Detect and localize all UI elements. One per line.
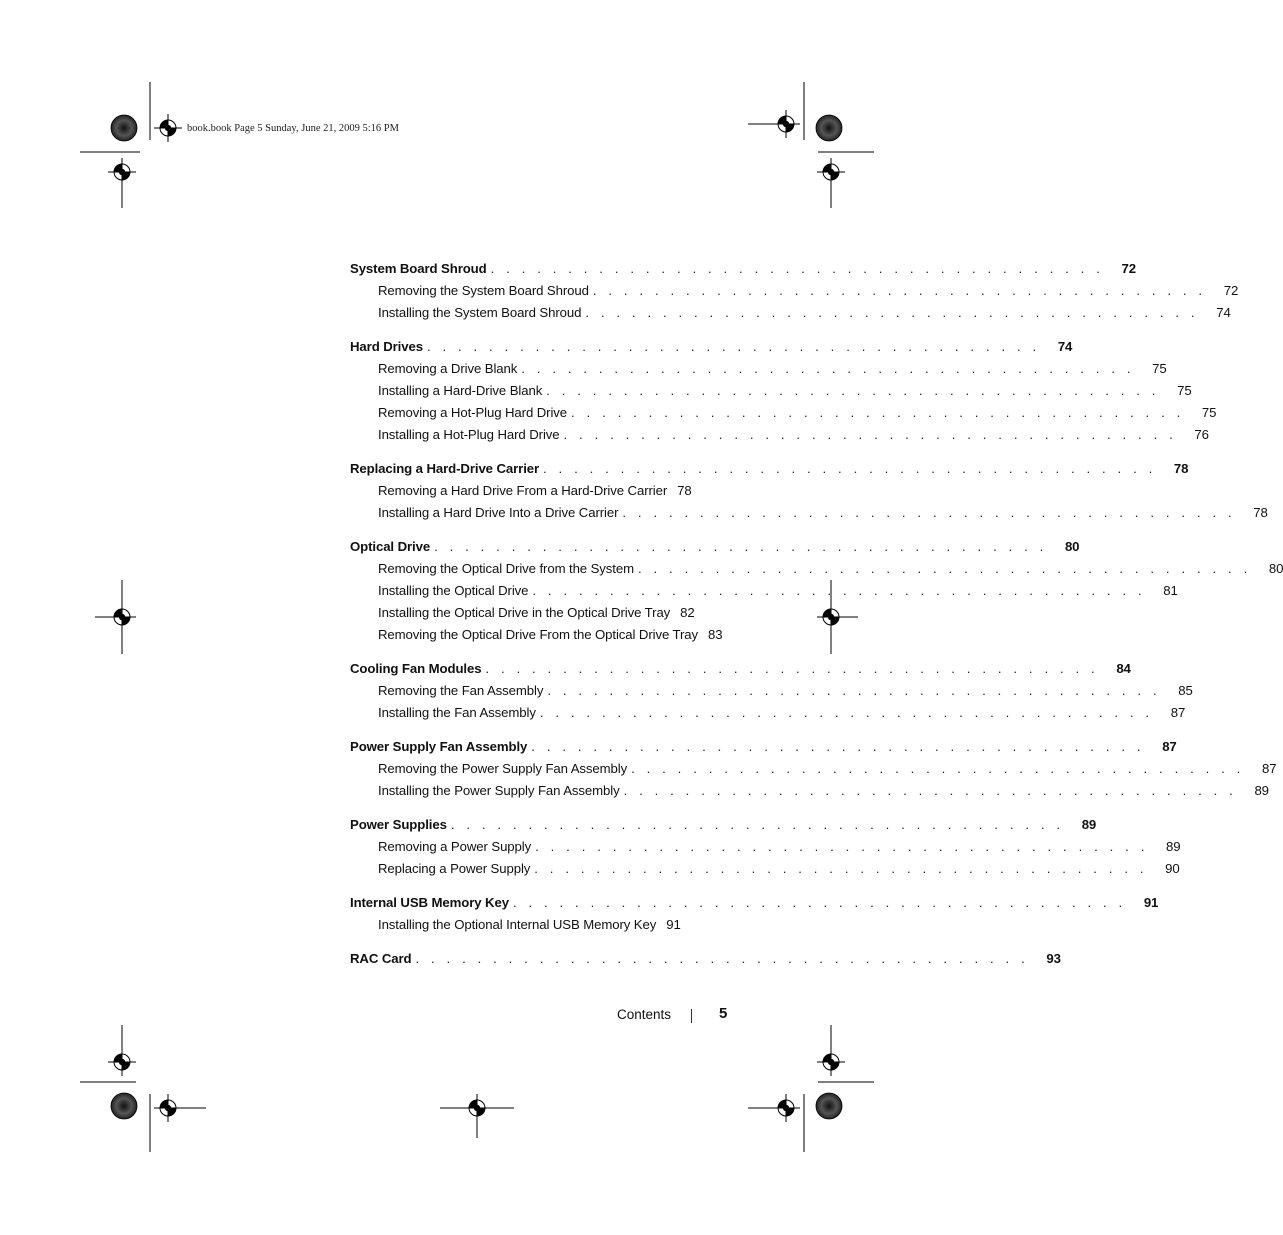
toc-subsection-entry[interactable] <box>350 402 1217 424</box>
crosshair-icon <box>817 158 845 186</box>
toc-leader-dots: . . . . . . . . . . . . . . . . . . . . . . . . . . . . . . . . . . . . . . . . <box>637 561 1252 576</box>
toc-entry-title: Installing the Optical Drive <box>378 580 532 602</box>
toc-entry-title: Removing the System Board Shroud <box>378 280 593 302</box>
toc-leader-dots: . . . . . . . . . . . . . . . . . . . . . . . . . . . . . . . . . . . . . . . . <box>622 505 1236 520</box>
toc-entry-title: Removing the Power Supply Fan Assembly <box>378 758 631 780</box>
toc-entry-page: 85 <box>1178 683 1193 698</box>
toc-entry-page: 72 <box>1121 261 1136 276</box>
toc-entry-page: 80 <box>1268 561 1283 576</box>
toc-subsection-entry[interactable] <box>350 380 1192 402</box>
toc-section-entry[interactable] <box>350 536 1080 558</box>
toc-entry-title: Removing the Optical Drive From the Optical Drive Tray <box>378 624 704 646</box>
toc-subsection-entry[interactable] <box>350 302 1231 324</box>
toc-entry-title: Installing a Hard Drive Into a Drive Carrier <box>378 502 622 524</box>
toc-entry-title: Removing a Hard Drive From a Hard-Drive Carrier <box>378 480 673 502</box>
toc-leader-dots: . . . . . . . . . . . . . . . . . . . . . . . . . . . . . . . . . . . . . . . . <box>631 761 1245 776</box>
toc-leader-dots: . . . . . . . . . . . . . . . . . . . . . . . . . . . . . . . . . . . . . . . . <box>415 951 1029 966</box>
toc-subsection-entry[interactable] <box>350 624 723 646</box>
toc-entry-title: Power Supplies <box>350 814 451 836</box>
toc-entry-title: Cooling Fan Modules <box>350 658 485 680</box>
toc-entry-page: 76 <box>1194 427 1209 442</box>
toc-entry-page: 90 <box>1165 861 1180 876</box>
toc-section-entry[interactable] <box>350 458 1189 480</box>
toc-entry-page: 91 <box>1143 895 1159 910</box>
crosshair-icon <box>108 603 136 631</box>
registration-dial-icon <box>111 115 137 141</box>
toc-entry-title: Internal USB Memory Key <box>350 892 513 914</box>
toc-entry-title: Hard Drives <box>350 336 427 358</box>
toc-entry-page: 72 <box>1223 283 1239 298</box>
toc-entry-title: Removing a Hot-Plug Hard Drive <box>378 402 571 424</box>
toc-section-entry[interactable] <box>350 336 1073 358</box>
toc-leader-dots: . . . . . . . . . . . . . . . . . . . . . . . . . . . . . . . . . . . . . . . . <box>571 405 1185 420</box>
crosshair-icon <box>817 1048 845 1076</box>
toc-entry-page: 82 <box>680 605 695 620</box>
registration-dial-icon <box>111 1093 137 1119</box>
crosshair-icon <box>108 158 136 186</box>
toc-leader-dots: . . . . . . . . . . . . . . . . . . . . . . . . . . . . . . . . . . . . . . . . <box>490 261 1104 276</box>
toc-entry-page: 75 <box>1152 361 1167 376</box>
toc-entry-page: 75 <box>1177 383 1192 398</box>
toc-entry-title: Removing the Optical Drive from the System <box>378 558 638 580</box>
toc-entry-title: Installing the Optical Drive in the Optical Drive Tray <box>378 602 676 624</box>
crosshair-icon <box>772 110 800 138</box>
toc-entry-page: 74 <box>1216 305 1231 320</box>
toc-leader-dots: . . . . . . . . . . . . . . . . . . . . . . . . . . . . . . . . . . . . . . . . <box>546 383 1160 398</box>
crosshair-icon <box>154 1094 182 1122</box>
toc-subsection-entry[interactable] <box>350 580 1178 602</box>
toc-subsection-entry[interactable] <box>350 502 1268 524</box>
toc-section-entry[interactable] <box>350 892 1159 914</box>
toc-leader-dots: . . . . . . . . . . . . . . . . . . . . . . . . . . . . . . . . . . . . . . . . <box>623 783 1237 798</box>
toc-leader-dots: . . . . . . . . . . . . . . . . . . . . . . . . . . . . . . . . . . . . . . . . <box>585 305 1199 320</box>
toc-subsection-entry[interactable] <box>350 558 1283 580</box>
toc-leader-dots: . . . . . . . . . . . . . . . . . . . . . . . . . . . . . . . . . . . . . . . . <box>426 339 1041 354</box>
toc-entry-title: Replacing a Power Supply <box>378 858 534 880</box>
toc-entry-title: System Board Shroud <box>350 258 491 280</box>
toc-section-entry[interactable] <box>350 258 1136 280</box>
toc-entry-page: 91 <box>666 917 681 932</box>
toc-entry-title: Installing a Hard-Drive Blank <box>378 380 546 402</box>
toc-leader-dots: . . . . . . . . . . . . . . . . . . . . . . . . . . . . . . . . . . . . . . . . <box>535 839 1149 854</box>
toc-entry-title: Removing the Fan Assembly <box>378 680 547 702</box>
footer-section-label: Contents <box>617 1007 672 1022</box>
toc-entry-page: 84 <box>1116 661 1131 676</box>
toc-entry-page: 78 <box>677 483 692 498</box>
toc-subsection-entry[interactable] <box>350 424 1209 446</box>
toc-subsection-entry[interactable] <box>350 780 1269 802</box>
toc-leader-dots: . . . . . . . . . . . . . . . . . . . . . . . . . . . . . . . . . . . . . . . . <box>434 539 1048 554</box>
toc-entry-title: Installing the Fan Assembly <box>378 702 540 724</box>
toc-leader-dots: . . . . . . . . . . . . . . . . . . . . . . . . . . . . . . . . . . . . . . . . <box>543 461 1157 476</box>
toc-leader-dots: . . . . . . . . . . . . . . . . . . . . . . . . . . . . . . . . . . . . . . . . <box>450 817 1065 832</box>
toc-entry-title: RAC Card <box>350 948 415 970</box>
crosshair-icon <box>463 1094 491 1122</box>
toc-leader-dots: . . . . . . . . . . . . . . . . . . . . . . . . . . . . . . . . . . . . . . . . <box>563 427 1177 442</box>
toc-entry-title: Installing the Power Supply Fan Assembly <box>378 780 624 802</box>
toc-entry-page: 75 <box>1201 405 1217 420</box>
toc-entry-page: 74 <box>1057 339 1073 354</box>
toc-subsection-entry[interactable] <box>350 858 1180 880</box>
toc-entry-page: 83 <box>708 627 723 642</box>
toc-entry-title: Power Supply Fan Assembly <box>350 736 531 758</box>
crosshair-icon <box>772 1094 800 1122</box>
toc-entry-page: 80 <box>1064 539 1080 554</box>
toc-section-entry[interactable] <box>350 948 1061 970</box>
toc-subsection-entry[interactable] <box>350 702 1186 724</box>
toc-entry-title: Optical Drive <box>350 536 434 558</box>
crosshair-icon <box>817 603 845 631</box>
toc-entry-page: 78 <box>1253 505 1268 520</box>
toc-leader-dots: . . . . . . . . . . . . . . . . . . . . . . . . . . . . . . . . . . . . . . . . <box>512 895 1127 910</box>
toc-entry-title: Installing a Hot-Plug Hard Drive <box>378 424 564 446</box>
page-number: 5 <box>719 1005 728 1022</box>
toc-subsection-entry[interactable] <box>350 836 1181 858</box>
toc-entry-title: Removing a Power Supply <box>378 836 535 858</box>
toc-subsection-entry[interactable] <box>350 602 710 624</box>
print-header-stamp: book.book Page 5 Sunday, June 21, 2009 5:16 PM <box>187 123 399 134</box>
toc-leader-dots: . . . . . . . . . . . . . . . . . . . . . . . . . . . . . . . . . . . . . . . . <box>521 361 1135 376</box>
registration-dial-icon <box>816 115 842 141</box>
toc-entry-page: 93 <box>1046 951 1061 966</box>
toc-entry-page: 89 <box>1254 783 1269 798</box>
toc-leader-dots: . . . . . . . . . . . . . . . . . . . . . . . . . . . . . . . . . . . . . . . . <box>539 705 1154 720</box>
toc-entry-page: 81 <box>1163 583 1178 598</box>
toc-subsection-entry[interactable] <box>350 480 710 502</box>
crosshair-icon <box>108 1048 136 1076</box>
toc-section-entry[interactable] <box>350 814 1097 836</box>
toc-subsection-entry[interactable] <box>350 680 1193 702</box>
registration-dial-icon <box>816 1093 842 1119</box>
toc-section-entry[interactable] <box>350 736 1177 758</box>
footer-divider <box>691 1009 692 1023</box>
toc-leader-dots: . . . . . . . . . . . . . . . . . . . . . . . . . . . . . . . . . . . . . . . . <box>531 739 1145 754</box>
crosshair-icon <box>154 114 182 142</box>
toc-leader-dots: . . . . . . . . . . . . . . . . . . . . . . . . . . . . . . . . . . . . . . . . <box>534 861 1148 876</box>
toc-subsection-entry[interactable] <box>350 358 1167 380</box>
table-of-contents <box>350 258 1283 970</box>
toc-entry-page: 89 <box>1081 817 1097 832</box>
toc-subsection-entry[interactable] <box>350 914 710 936</box>
toc-entry-title: Installing the System Board Shroud <box>378 302 585 324</box>
toc-leader-dots: . . . . . . . . . . . . . . . . . . . . . . . . . . . . . . . . . . . . . . . . <box>485 661 1099 676</box>
toc-entry-page: 89 <box>1166 839 1181 854</box>
toc-subsection-entry[interactable] <box>350 758 1277 780</box>
toc-entry-page: 87 <box>1170 705 1186 720</box>
toc-leader-dots: . . . . . . . . . . . . . . . . . . . . . . . . . . . . . . . . . . . . . . . . <box>547 683 1161 698</box>
toc-entry-title: Installing the Optional Internal USB Memory Key <box>378 914 662 936</box>
toc-leader-dots: . . . . . . . . . . . . . . . . . . . . . . . . . . . . . . . . . . . . . . . . <box>532 583 1146 598</box>
toc-entry-title: Replacing a Hard-Drive Carrier <box>350 458 543 480</box>
toc-entry-title: Removing a Drive Blank <box>378 358 521 380</box>
toc-entry-page: 78 <box>1173 461 1189 476</box>
toc-entry-page: 87 <box>1261 761 1277 776</box>
toc-leader-dots: . . . . . . . . . . . . . . . . . . . . . . . . . . . . . . . . . . . . . . . . <box>592 283 1207 298</box>
toc-subsection-entry[interactable] <box>350 280 1239 302</box>
toc-entry-page: 87 <box>1162 739 1177 754</box>
toc-section-entry[interactable] <box>350 658 1131 680</box>
